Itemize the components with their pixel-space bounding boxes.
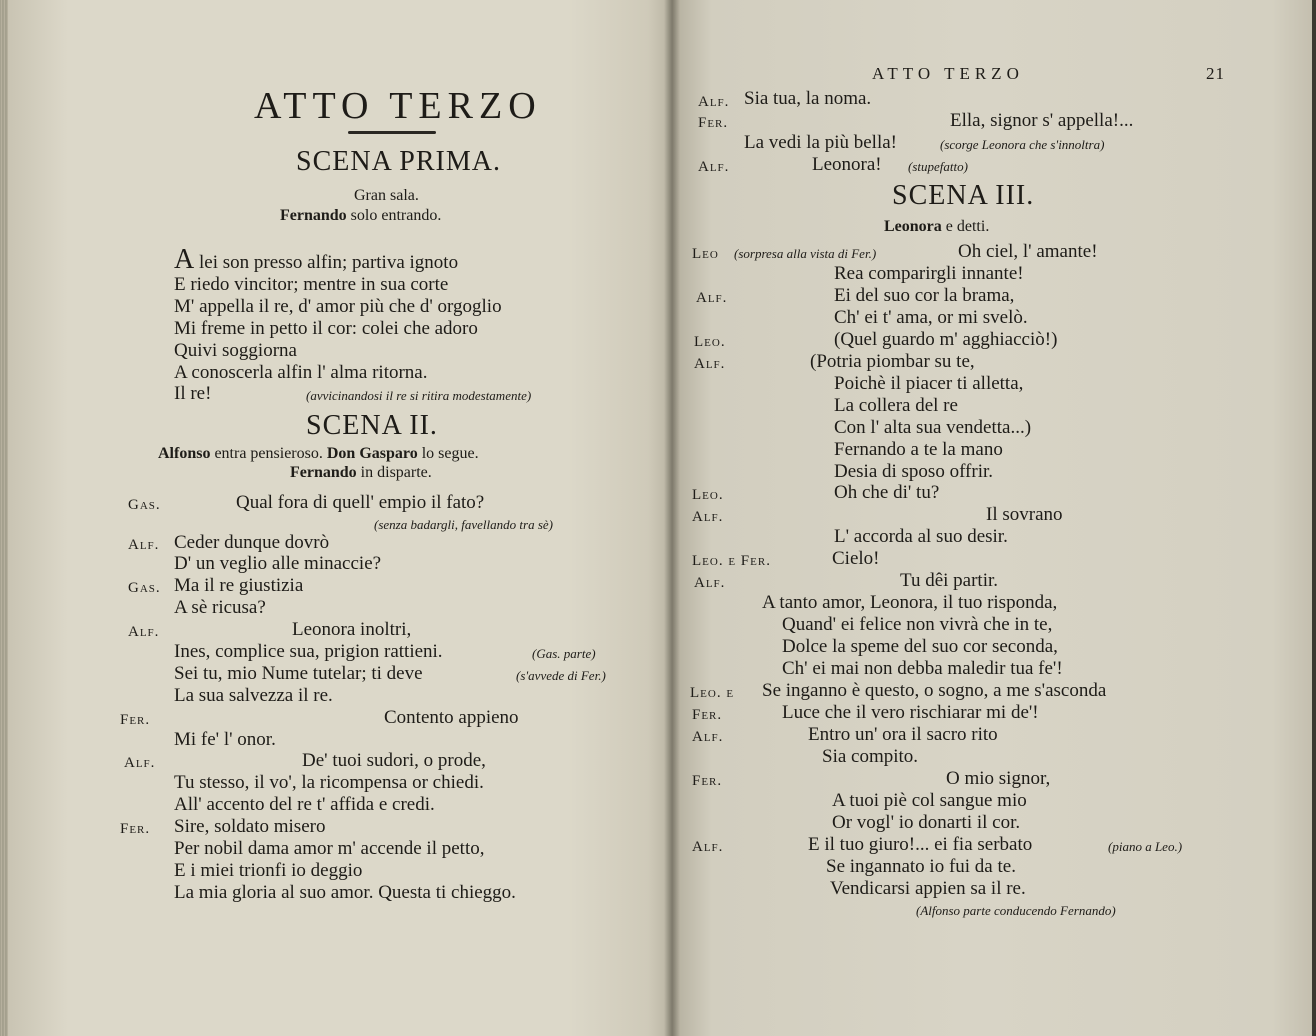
scene2-heading: SCENA II.: [306, 410, 438, 441]
speaker: Fer.: [120, 712, 151, 728]
verse-line: L' accorda al suo desir.: [834, 526, 1008, 547]
speaker: Fer.: [120, 821, 151, 837]
verse-line: Il re!: [174, 383, 212, 404]
stage-direction: (Gas. parte): [532, 646, 596, 661]
verse-line: Ceder dunque dovrò: [174, 532, 330, 553]
scene3-characters: [884, 218, 989, 236]
scene1-setting: Gran sala.: [354, 187, 419, 204]
character-note: entra pensieroso.: [210, 445, 327, 462]
stage-direction: (piano a Leo.): [1108, 839, 1183, 854]
verse-line: Contento appieno: [384, 707, 519, 728]
verse-line: Se inganno è questo, o sogno, a me s'asconda: [762, 680, 1107, 701]
speaker: Alf.: [694, 575, 726, 591]
scene2-characters: [158, 445, 479, 463]
act-title: ATTO TERZO: [254, 85, 542, 127]
verse-line: Ma il re giustizia: [174, 575, 304, 596]
verse-line: A sè ricusa?: [174, 597, 266, 618]
verse-line: Dolce la speme del suo cor seconda,: [782, 636, 1058, 657]
character-name: Leonora: [884, 218, 942, 235]
verse-line: Ella, signor s' appella!...: [950, 110, 1134, 131]
speaker: Alf.: [692, 509, 724, 525]
verse-line: (Quel guardo m' agghiacciò!): [834, 329, 1058, 350]
speaker: Leo. e Fer.: [692, 553, 771, 569]
verse-line: De' tuoi sudori, o prode,: [302, 750, 486, 771]
character-note: in disparte.: [356, 464, 432, 481]
character-note: solo entrando.: [350, 207, 442, 224]
verse-line: Fernando a te la mano: [834, 439, 1003, 460]
verse-line: (Potria piombar su te,: [810, 351, 975, 372]
verse-line: Qual fora di quell' empio il fato?: [236, 492, 485, 513]
verse-line: Mi freme in petto il cor: colei che adoro: [174, 318, 478, 339]
verse-line: Sire, soldato misero: [174, 816, 326, 837]
stage-direction: (scorge Leonora che s'innoltra): [940, 137, 1105, 152]
speaker: Alf.: [124, 755, 156, 771]
verse-line: Leonora inoltri,: [292, 619, 412, 640]
speaker: Gas.: [128, 580, 161, 596]
left-page: [8, 0, 672, 1036]
verse-line: Leonora!: [812, 154, 882, 175]
verse-line: E riedo vincitor; mentre in sua corte: [174, 274, 449, 295]
verse-line: Quivi soggiorna: [174, 340, 297, 361]
verse-line: Il sovrano: [986, 504, 1063, 525]
speaker: Leo.: [692, 487, 724, 503]
speaker: Fer.: [692, 707, 723, 723]
scene3-heading: SCENA III.: [892, 180, 1035, 211]
verse-line: Sia tua, la noma.: [744, 88, 872, 109]
stage-direction: (senza badargli, favellando tra sè): [374, 517, 553, 532]
verse-line: Per nobil dama amor m' accende il petto,: [174, 838, 485, 859]
speaker: Alf.: [128, 624, 160, 640]
title-rule: [348, 131, 436, 134]
stage-direction: (avvicinandosi il re si ritira modestamente): [306, 388, 532, 403]
speaker: Alf.: [698, 94, 730, 110]
verse-line: La mia gloria al suo amor. Questa ti chieggo.: [174, 882, 516, 903]
dropcap: A: [174, 244, 195, 275]
verse-line: Tu dêi partir.: [900, 570, 998, 591]
stage-direction: (Alfonso parte conducendo Fernando): [916, 903, 1116, 918]
speaker: Alf.: [698, 159, 730, 175]
speaker: Alf.: [696, 290, 728, 306]
verse-line: M' appella il re, d' amor più che d' orgoglio: [174, 296, 502, 317]
speaker: Fer.: [692, 773, 723, 789]
speaker: Fer.: [698, 115, 729, 131]
verse-line: Sei tu, mio Nume tutelar; ti deve: [174, 663, 423, 684]
verse-line: E i miei trionfi io deggio: [174, 860, 363, 881]
speaker: Alf.: [692, 839, 724, 855]
verse-line: Quand' ei felice non vivrà che in te,: [782, 614, 1053, 635]
page-number: 21: [1206, 64, 1225, 83]
verse-line: Cielo!: [832, 548, 880, 569]
stage-direction: (s'avvede di Fer.): [516, 668, 606, 683]
verse-line: Mi fe' l' onor.: [174, 729, 276, 750]
verse-line: Or vogl' io donarti il cor.: [832, 812, 1021, 833]
verse-line: D' un veglio alle minaccie?: [174, 553, 382, 574]
verse-line: All' accento del re t' affida e credi.: [174, 794, 435, 815]
character-name: Don Gasparo: [326, 445, 418, 462]
right-page: [672, 0, 1312, 1036]
verse-line: Sia compito.: [822, 746, 919, 767]
verse-line: Oh che di' tu?: [834, 482, 940, 503]
verse-line: La vedi la più bella!: [744, 132, 897, 153]
scene1-heading: SCENA PRIMA.: [296, 146, 501, 177]
verse-line: A tuoi piè col sangue mio: [832, 790, 1027, 811]
verse-line: Vendicarsi appien sa il re.: [830, 878, 1026, 899]
speaker: Leo.: [694, 334, 726, 350]
scene1-characters: [280, 207, 441, 225]
verse-line: Ei del suo cor la brama,: [834, 285, 1015, 306]
speaker: Alf.: [694, 356, 726, 372]
verse-line: Oh ciel, l' amante!: [958, 241, 1098, 262]
verse-line: Ines, complice sua, prigion rattieni.: [174, 641, 443, 662]
verse-line: Ch' ei mai non debba maledir tua fe'!: [782, 658, 1063, 679]
verse-line: E il tuo giuro!... ei fia serbato: [808, 834, 1033, 855]
verse-line: [174, 244, 458, 276]
verse-line: Con l' alta sua vendetta...): [834, 417, 1032, 438]
character-note: e detti.: [941, 218, 990, 235]
verse-line: A tanto amor, Leonora, il tuo risponda,: [762, 592, 1058, 613]
speaker: Leo: [692, 246, 719, 262]
running-head: ATTO TERZO: [872, 64, 1024, 83]
verse-line: La collera del re: [834, 395, 958, 416]
speaker: Alf.: [692, 729, 724, 745]
speaker: Leo. e: [690, 685, 735, 701]
character-name: Fernando: [280, 207, 347, 224]
verse-line: Luce che il vero rischiarar mi de'!: [782, 702, 1039, 723]
scene2-characters-2: [290, 464, 432, 482]
verse-line: Se ingannato io fui da te.: [826, 856, 1016, 877]
speaker: Gas.: [128, 497, 161, 513]
verse-line: Tu stesso, il vo', la ricompensa or chiedi.: [174, 772, 484, 793]
stage-direction: (stupefatto): [908, 159, 968, 174]
verse-line: Poichè il piacer ti alletta,: [834, 373, 1024, 394]
verse-line: La sua salvezza il re.: [174, 685, 333, 706]
verse-line: Desia di sposo offrir.: [834, 461, 994, 482]
book-gutter: [664, 0, 680, 1036]
stage-direction: (sorpresa alla vista di Fer.): [734, 246, 877, 261]
character-note: lo segue.: [417, 445, 479, 462]
character-name: Fernando: [290, 464, 357, 481]
character-name: Alfonso: [158, 445, 211, 462]
verse-line: Rea comparirgli innante!: [834, 263, 1024, 284]
verse-line: A conoscerla alfin l' alma ritorna.: [174, 362, 428, 383]
verse-text: lei son presso alfin; partiva ignoto: [194, 252, 459, 273]
verse-line: O mio signor,: [946, 768, 1051, 789]
verse-line: Ch' ei t' ama, or mi svelò.: [834, 307, 1028, 328]
verse-line: Entro un' ora il sacro rito: [808, 724, 998, 745]
speaker: Alf.: [128, 537, 160, 553]
